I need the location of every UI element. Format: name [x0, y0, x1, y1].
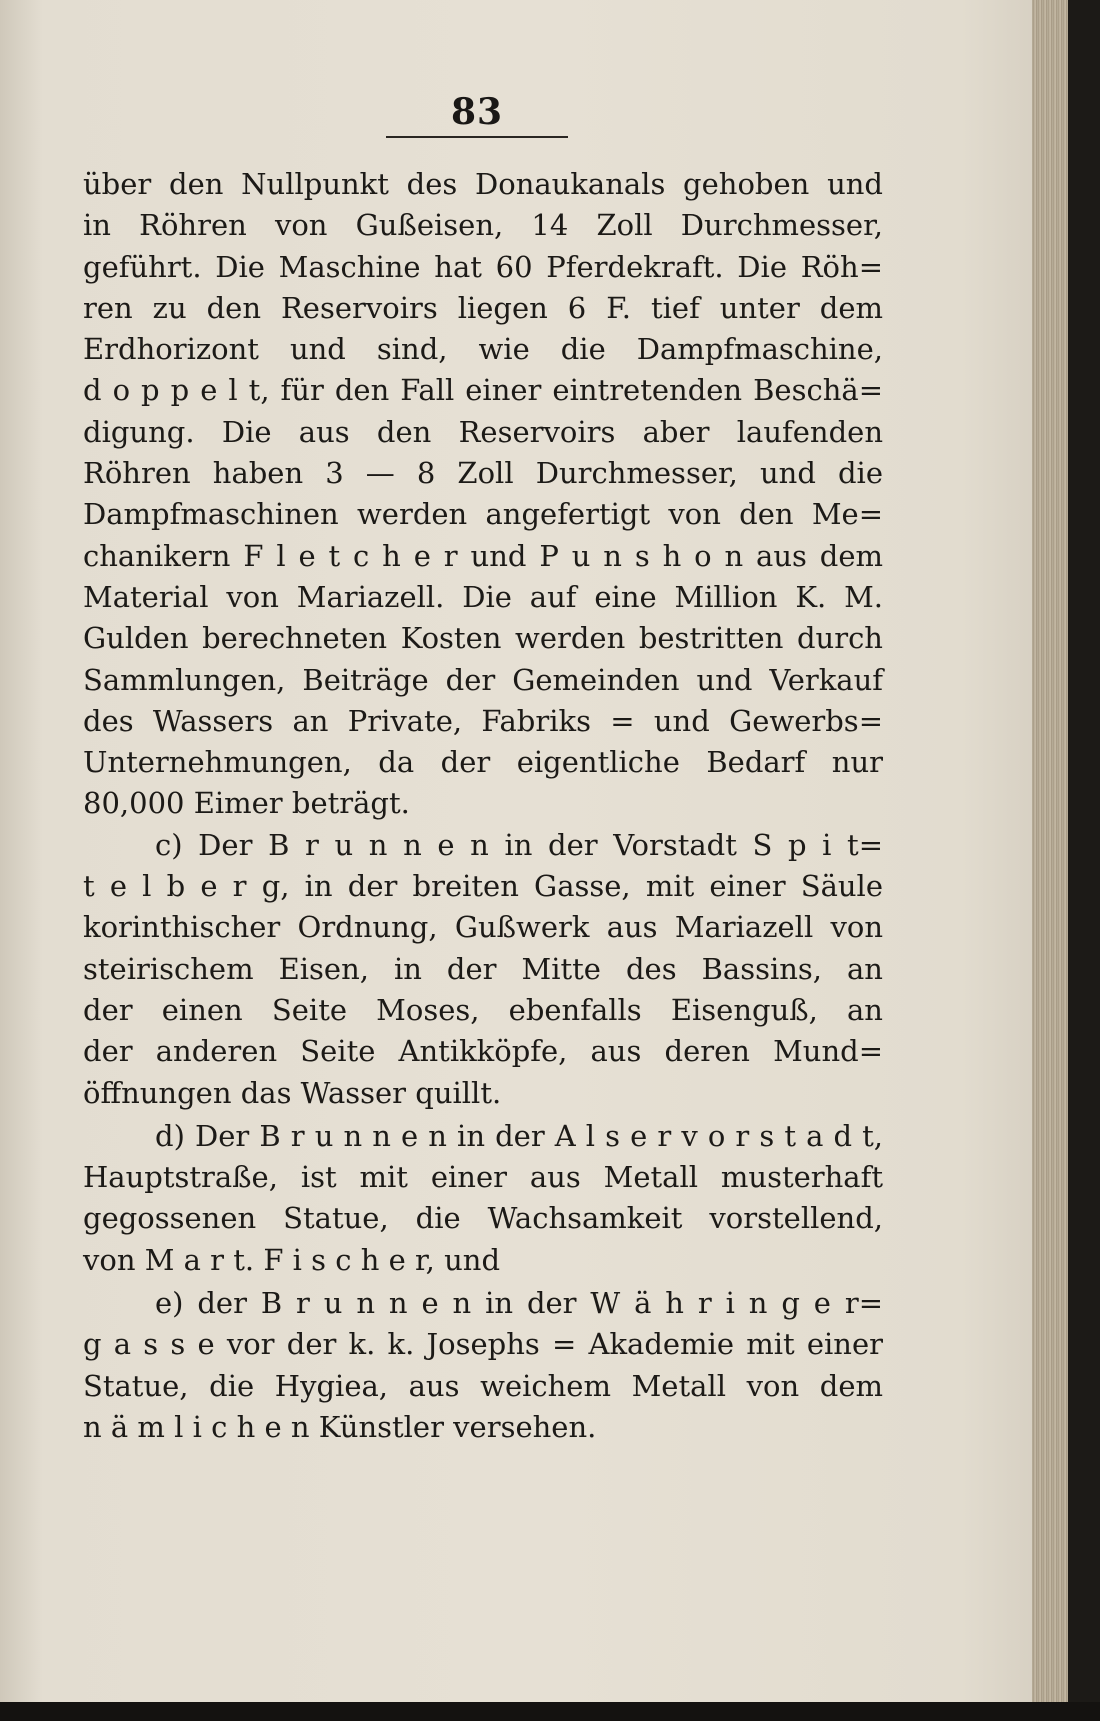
text-line: der einen Seite Moses, ebenfalls Eisenguß, an — [83, 992, 883, 1027]
text-line: in Röhren von Gußeisen, 14 Zoll Durchmesser, — [83, 208, 883, 243]
text-line: steirischem Eisen, in der Mitte des Bassins, an — [83, 951, 883, 986]
text-line: Unternehmungen, da der eigentliche Bedarf nur — [83, 745, 883, 780]
text-line: d) Der B r u n n e n in der A l s e r v o r s t a d t, — [155, 1118, 883, 1153]
text-line: von M a r t. F i s c h e r, und — [83, 1242, 501, 1277]
text-line: Erdhorizont und sind, wie die Dampfmaschine, — [83, 332, 883, 367]
text-line: g a s s e vor der k. k. Josephs = Akademie mit einer — [83, 1327, 883, 1362]
text-line: t e l b e r g, in der breiten Gasse, mit einer Säule — [83, 869, 883, 904]
body-text — [83, 164, 883, 1448]
text-line: korinthischer Ordnung, Gußwerk aus Mariazell von — [83, 910, 883, 945]
text-line: über den Nullpunkt des Donaukanals gehoben und — [83, 167, 883, 201]
text-line: c) Der B r u n n e n in der Vorstadt S p i t= — [155, 827, 883, 862]
text-line: e) der B r u n n e n in der W ä h r i n g e r= — [155, 1286, 883, 1321]
page-number: 83 — [450, 91, 504, 133]
text-line: Röhren haben 3 — 8 Zoll Durchmesser, und die — [83, 456, 883, 491]
header-rule — [386, 136, 568, 138]
text-line: öffnungen das Wasser quillt. — [83, 1075, 502, 1110]
text-line: Material von Mariazell. Die auf eine Million K. M. — [83, 579, 883, 614]
page-edge — [1032, 0, 1068, 1702]
text-line: ren zu den Reservoirs liegen 6 F. tief unter dem — [83, 290, 883, 325]
text-line: Hauptstraße, ist mit einer aus Metall musterhaft — [83, 1160, 883, 1195]
text-line: 80,000 Eimer beträgt. — [83, 786, 410, 821]
text-line: chanikern F l e t c h e r und P u n s h o n aus dem — [83, 538, 883, 573]
text-line: Dampfmaschinen werden angefertigt von den Me= — [83, 497, 883, 532]
text-line: n ä m l i c h e n Künstler versehen. — [83, 1409, 597, 1444]
text-line: des Wassers an Private, Fabriks = und Gewerbs= — [83, 703, 883, 738]
text-line: d o p p e l t, für den Fall einer eintretenden Beschä= — [83, 373, 883, 408]
text-line: geführt. Die Maschine hat 60 Pferdekraft. Die Röh= — [83, 249, 883, 284]
text-line: der anderen Seite Antikköpfe, aus deren Mund= — [83, 1034, 883, 1069]
text-line: Gulden berechneten Kosten werden bestritten durch — [83, 621, 883, 656]
text-line: Statue, die Hygiea, aus weichem Metall von dem — [83, 1368, 883, 1403]
bottom-shadow — [0, 1702, 1100, 1721]
text-line: digung. Die aus den Reservoirs aber laufenden — [83, 414, 883, 449]
text-line: Sammlungen, Beiträge der Gemeinden und Verkauf — [83, 662, 883, 697]
page-header — [386, 92, 568, 138]
text-line: gegossenen Statue, die Wachsamkeit vorstellend, — [83, 1201, 883, 1236]
